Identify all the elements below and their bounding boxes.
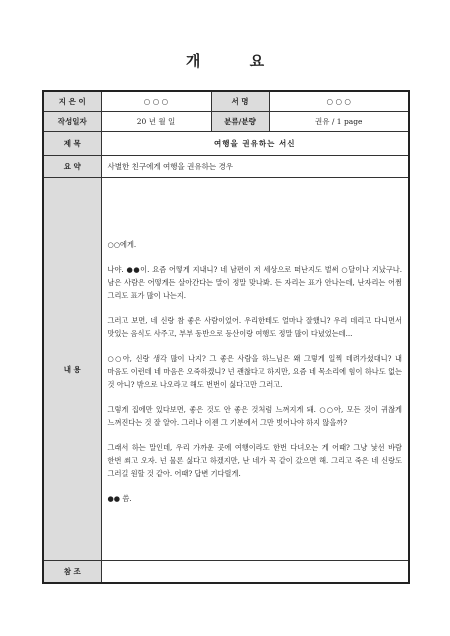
reference-row	[43, 561, 409, 583]
letter-paragraph-1: 나야. ●●이. 요즘 어떻게 지내니? 네 남편이 저 세상으로 떠난지도 벌써 ○달이나 지났구나. 남은 사람은 어떻게든 살아간다는 말이 정말 맞나봐. 든 자리는 표가 안나는데, 난자리는 어쩜 그리도 표가 많이 나는지.	[107, 264, 402, 300]
author-row	[43, 91, 409, 111]
reference-value	[101, 561, 409, 583]
letter-greeting: ○○에게.	[107, 239, 137, 249]
category-value: 권유 / 1 page	[269, 111, 409, 131]
subject-row	[43, 131, 409, 155]
letter-paragraph-2: 그러고 보면, 네 신랑 참 좋은 사람이었어. 우리한테도 얼마나 잘했니? 우리 데리고 다니면서 맛있는 음식도 사주고, 부부 동반으로 등산이랑 여행도 정말 많이 다녔었는데...	[107, 315, 402, 338]
content-label: 내 용	[43, 177, 101, 561]
category-label: 분류/분량	[211, 111, 269, 131]
date-row	[43, 111, 409, 131]
letter-paragraph-4: 그렇게 집에만 있다보면, 좋은 것도 안 좋은 것처럼 느껴지게 돼. ○○아, 모든 것이 귀찮게 느껴진다는 것 잘 알아. 그러나 이젠 그 기분에서 그만 벗어나야 하지 않을까?	[107, 404, 402, 427]
date-label: 작성일자	[43, 111, 101, 131]
reference-label: 참 조	[43, 561, 101, 583]
letter-paragraph-5: 그래서 하는 말인데, 우리 가까운 곳에 여행이라도 한번 다녀오는 게 어때? 그냥 낯선 바람 한번 쐬고 오자. 넌 물론 싫다고 하겠지만, 난 네가 꼭 같이 갔으면 해. 그리고 죽은 네 신랑도 그러길 원할 것 같아. 어때? 답변 기다릴게.	[107, 442, 402, 478]
summary-row	[43, 155, 409, 177]
author-label: 지 은 이	[43, 91, 101, 111]
document-form-table	[42, 90, 410, 584]
subject-value: 여행을 권유하는 서신	[101, 131, 409, 155]
author-value: ○ ○ ○	[101, 91, 211, 111]
content-row	[43, 177, 409, 561]
summary-label: 요 약	[43, 155, 101, 177]
summary-value: 사별한 친구에게 여행을 권유하는 경우	[101, 155, 409, 177]
letter-paragraph-3: ○○아, 신랑 생각 많이 나지? 그 좋은 사람을 하느님은 왜 그렇게 일찍 데려가셨대니? 내 마음도 이런데 네 마음은 오죽하겠니? 넌 괜찮다고 하지만, 요즘 네 목소리에 힘이 하나도 없는 것 아니? 밖으로 나오라고 해도 번번이 싫다고만 그러고.	[107, 353, 402, 389]
signature-value: ○ ○ ○	[269, 91, 409, 111]
letter-body	[101, 177, 409, 561]
date-value: 20 년 월 일	[101, 111, 211, 131]
letter-signoff: ●● 씀.	[107, 493, 132, 503]
signature-label: 서 명	[211, 91, 269, 111]
page-title: 개 요	[185, 52, 287, 70]
subject-label: 제 목	[43, 131, 101, 155]
